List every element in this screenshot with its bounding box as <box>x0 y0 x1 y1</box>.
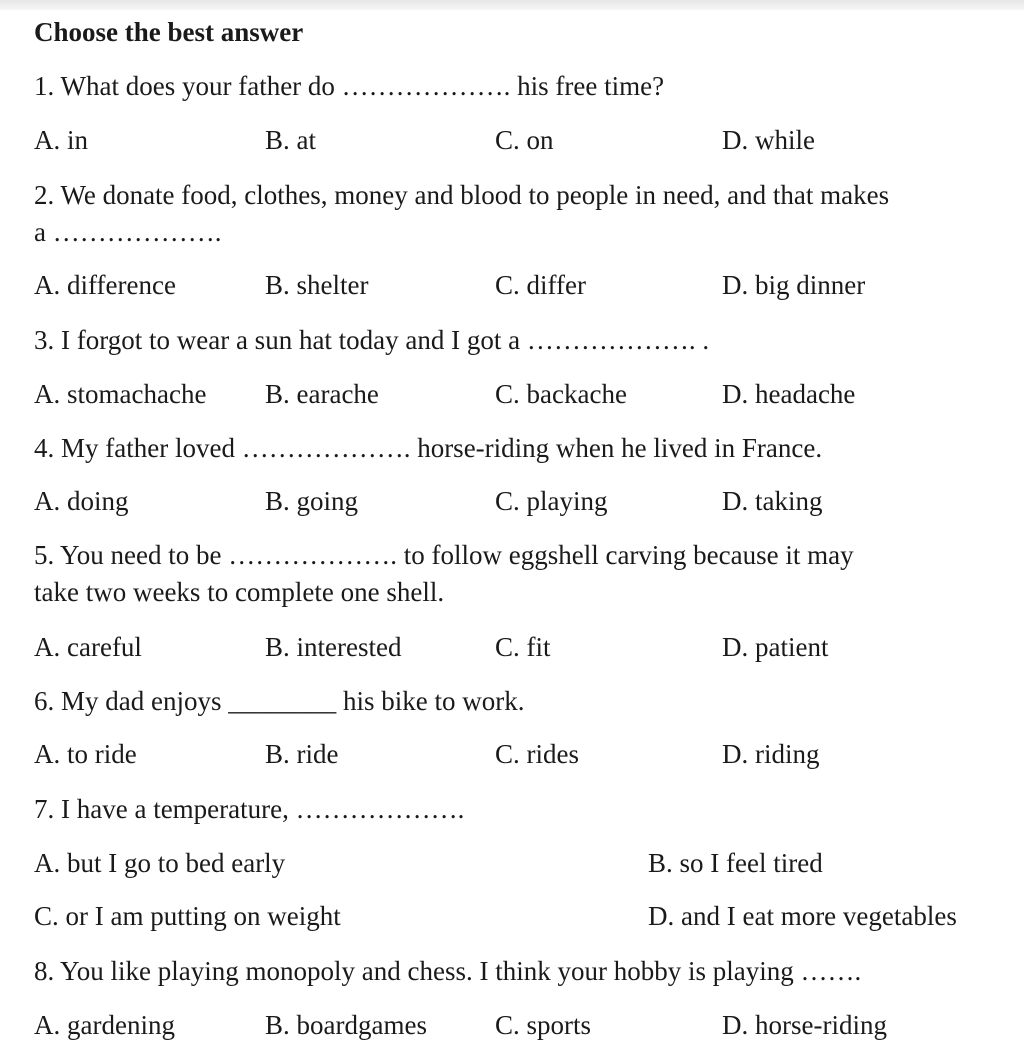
question-7-option-d[interactable]: D. and I eat more vegetables <box>648 901 957 931</box>
question-6-option-d[interactable]: D. riding <box>722 739 820 769</box>
question-2-option-b[interactable]: B. shelter <box>265 270 369 300</box>
question-4-option-a[interactable]: A. doing <box>34 486 129 516</box>
question-6-text: 6. My dad enjoys ________ his bike to work. <box>34 686 525 716</box>
question-1-text: 1. What does your father do ………………. his free time? <box>34 71 665 101</box>
question-1-option-b[interactable]: B. at <box>265 125 316 155</box>
question-3-option-c[interactable]: C. backache <box>495 379 627 409</box>
question-4-option-d[interactable]: D. taking <box>722 486 823 516</box>
question-8-text: 8. You like playing monopoly and chess. I think your hobby is playing ……. <box>34 956 862 986</box>
question-4-option-b[interactable]: B. going <box>265 486 359 516</box>
question-5-option-d[interactable]: D. patient <box>722 632 829 662</box>
question-1-option-d[interactable]: D. while <box>722 125 815 155</box>
question-3-option-b[interactable]: B. earache <box>265 379 379 409</box>
question-7-option-c[interactable]: C. or I am putting on weight <box>34 901 341 931</box>
question-5-option-b[interactable]: B. interested <box>265 632 402 662</box>
question-6-option-b[interactable]: B. ride <box>265 739 339 769</box>
question-7-option-b[interactable]: B. so I feel tired <box>648 848 823 878</box>
question-3-option-d[interactable]: D. headache <box>722 379 856 409</box>
question-6-option-c[interactable]: C. rides <box>495 739 579 769</box>
question-2-option-d[interactable]: D. big dinner <box>722 270 866 300</box>
question-5-text-line-2: take two weeks to complete one shell. <box>34 577 445 607</box>
question-7-option-a[interactable]: A. but I go to bed early <box>34 848 286 878</box>
question-5-option-a[interactable]: A. careful <box>34 632 142 662</box>
question-5-option-c[interactable]: C. fit <box>495 632 551 662</box>
question-3-option-a[interactable]: A. stomachache <box>34 379 207 409</box>
top-divider <box>0 0 1024 10</box>
question-4-option-c[interactable]: C. playing <box>495 486 608 516</box>
question-2-option-a[interactable]: A. difference <box>34 270 176 300</box>
question-1-option-c[interactable]: C. on <box>495 125 554 155</box>
question-8-option-a[interactable]: A. gardening <box>34 1010 175 1040</box>
question-1-option-a[interactable]: A. in <box>34 125 88 155</box>
question-4-text: 4. My father loved ………………. horse-riding when he lived in France. <box>34 433 823 463</box>
question-2-text-line-2: a ………………. <box>34 217 222 247</box>
question-7-text: 7. I have a temperature, ………………. <box>34 794 465 824</box>
question-2-text-line-1: 2. We donate food, clothes, money and blood to people in need, and that makes <box>34 180 890 210</box>
question-5-text-line-1: 5. You need to be ………………. to follow eggshell carving because it may <box>34 540 854 570</box>
question-8-option-d[interactable]: D. horse-riding <box>722 1010 887 1040</box>
question-2-option-c[interactable]: C. differ <box>495 270 586 300</box>
question-3-text: 3. I forgot to wear a sun hat today and I got a ………………. . <box>34 325 710 355</box>
question-6-option-a[interactable]: A. to ride <box>34 739 137 769</box>
question-8-option-c[interactable]: C. sports <box>495 1010 592 1040</box>
question-8-option-b[interactable]: B. boardgames <box>265 1010 427 1040</box>
worksheet-title: Choose the best answer <box>34 17 304 47</box>
